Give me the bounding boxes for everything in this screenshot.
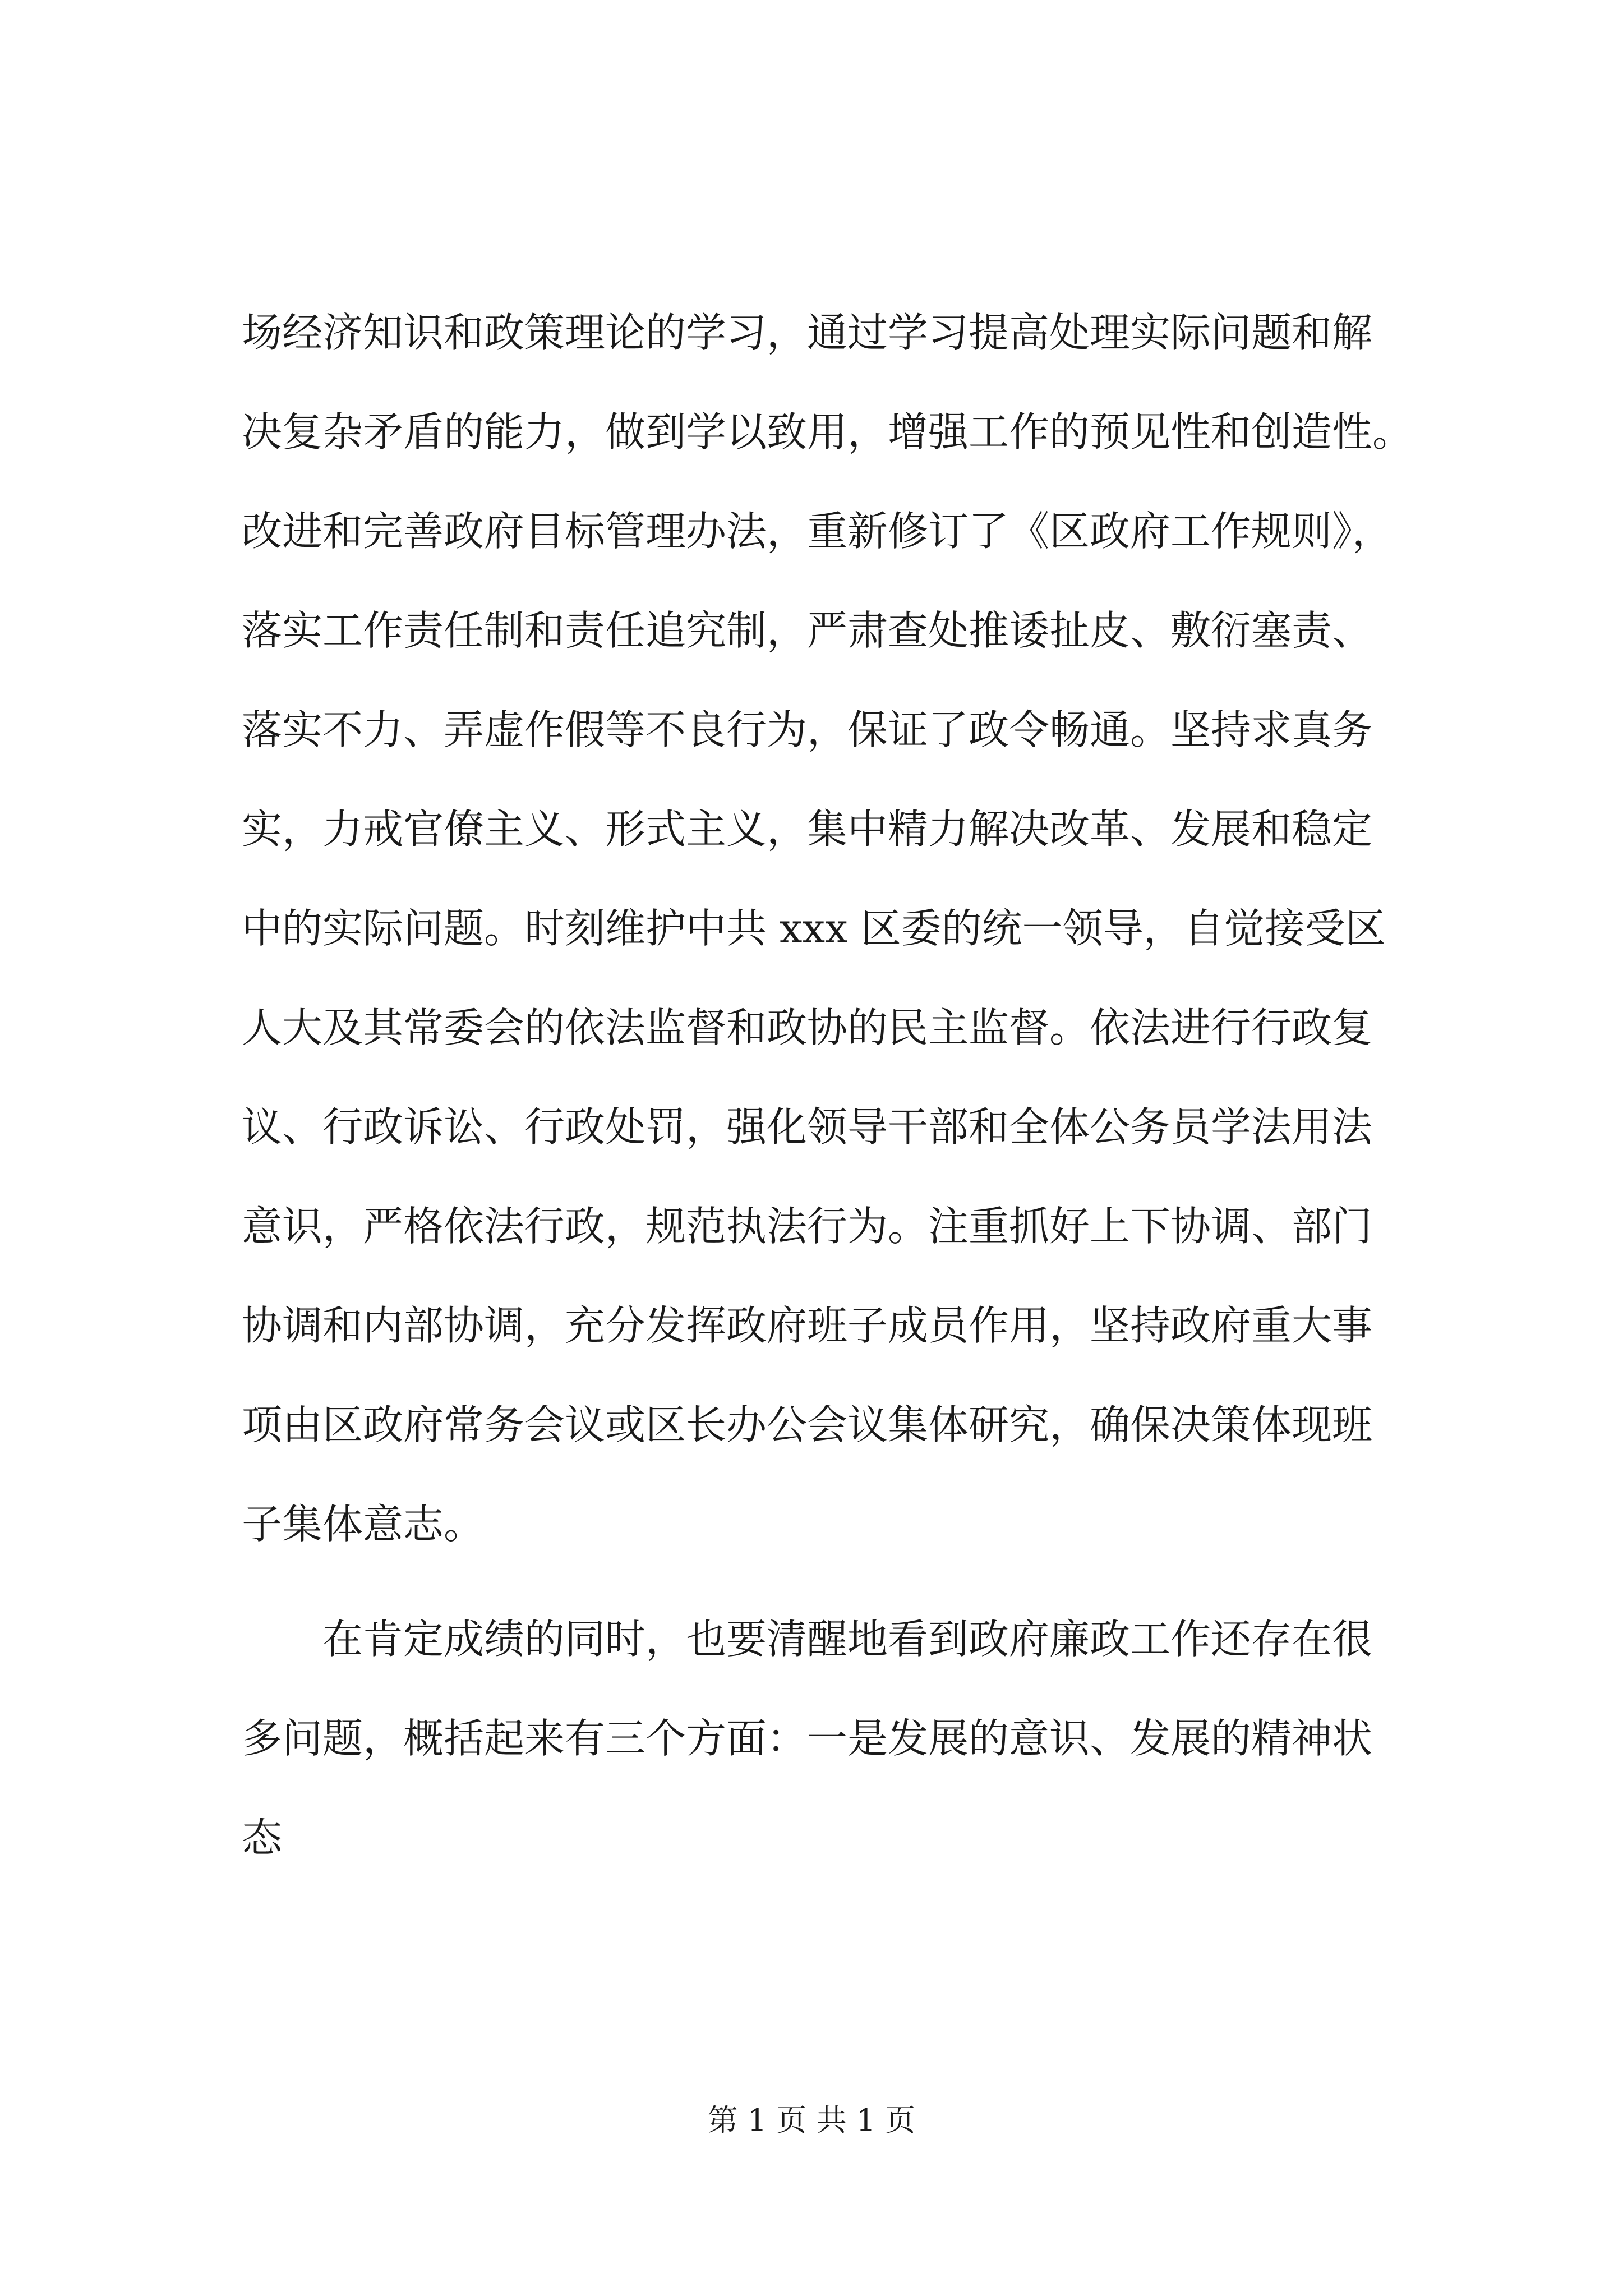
paragraph-line: 实，力戒官僚主义、形式主义，集中精力解决改革、发展和稳定 [242,806,1373,853]
paragraph-line: 协调和内部协调，充分发挥政府班子成员作用，坚持政府重大事 [242,1302,1373,1349]
page-footer [0,2098,1623,2143]
paragraph-line: 人大及其常委会的依法监督和政协的民主监督。依法进行行政复 [242,1004,1373,1051]
paragraph-line: 在肯定成绩的同时，也要清醒地看到政府廉政工作还存在很 [322,1616,1373,1663]
paragraph-line: 场经济知识和政策理论的学习，通过学习提高处理实际问题和解 [242,309,1373,356]
paragraph-1 [242,283,1413,1574]
paragraph-line: 决复杂矛盾的能力，做到学以致用，增强工作的预见性和创造性。 [242,408,1413,455]
paragraph-line: 改进和完善政府目标管理办法，重新修订了《区政府工作规则》， [242,508,1393,555]
paragraph-spacing [242,1574,1386,1590]
paragraph-line: 意识，严格依法行政，规范执法行为。注重抓好上下协调、部门 [242,1203,1373,1250]
paragraph-line: 态 [242,1814,283,1861]
paragraph-line: 子集体意志。 [242,1501,485,1548]
paragraph-line: 落实工作责任制和责任追究制，严肃查处推诿扯皮、敷衍塞责、 [242,607,1373,654]
paragraph-line: 项由区政府常务会议或区长办公会议集体研究，确保决策体现班 [242,1401,1373,1448]
paragraph-2 [242,1590,1386,1888]
page-number: 第 1 页 共 1 页 [707,2102,916,2138]
paragraph-line: 落实不力、弄虚作假等不良行为，保证了政令畅通。坚持求真务 [242,706,1373,753]
paragraph-line: 中的实际问题。时刻维护中共 xxx 区委的统一领导，自觉接受区 [242,905,1386,952]
paragraph-line: 议、行政诉讼、行政处罚，强化领导干部和全体公务员学法用法 [242,1103,1373,1151]
paragraph-line: 多问题，概括起来有三个方面：一是发展的意识、发展的精神状 [242,1715,1373,1762]
document-body [242,283,1413,1888]
